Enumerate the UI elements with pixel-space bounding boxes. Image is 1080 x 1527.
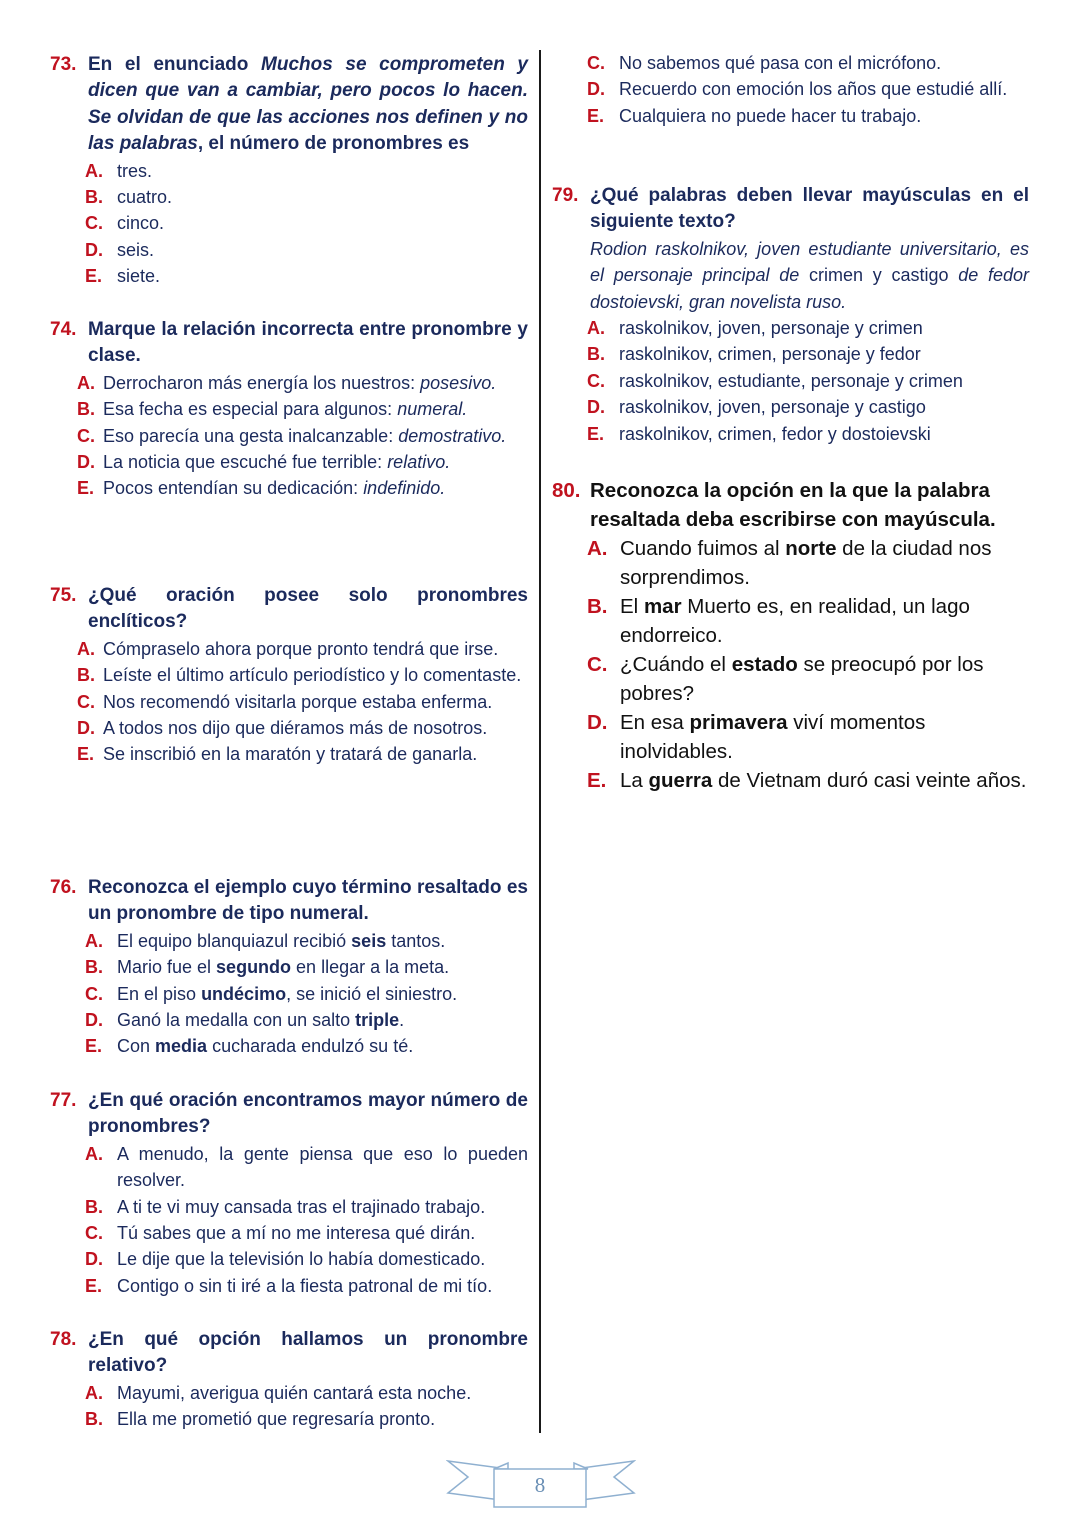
option-b[interactable]: B. Ella me prometió que regresaría pronto. <box>85 1409 436 1430</box>
question-78-continued <box>552 50 1029 129</box>
option-b[interactable]: B. raskolnikov, crimen, personaje y fedor <box>587 344 921 365</box>
question-78 <box>50 1327 528 1433</box>
question-number: 74. <box>50 319 77 340</box>
page-number: 8 <box>534 1473 546 1497</box>
question-text: ¿Qué oración posee solo pronombres enclíticos? <box>88 585 528 633</box>
question-number: 80. <box>552 479 581 502</box>
option-d[interactable]: D. Ganó la medalla con un salto triple. <box>85 1010 405 1031</box>
option-a[interactable]: A. El equipo blanquiazul recibió seis tantos. <box>85 930 446 951</box>
option-d[interactable]: D. raskolnikov, joven, personaje y castigo <box>587 397 926 418</box>
question-text: ¿En qué oración encontramos mayor número de pronombres? <box>88 1090 528 1138</box>
option-a[interactable]: A. Cómpraselo ahora porque pronto tendrá que irse. <box>77 638 499 659</box>
option-e[interactable]: E. Contigo o sin ti iré a la fiesta patronal de mi tío. <box>85 1275 493 1296</box>
question-74 <box>50 317 528 502</box>
option-d[interactable]: D. Recuerdo con emoción los años que estudié allí. <box>587 79 1008 100</box>
question-76 <box>50 875 528 1060</box>
option-e[interactable]: E. siete. <box>85 266 161 287</box>
column-divider <box>539 50 541 1433</box>
option-c[interactable]: C. cinco. <box>85 213 165 234</box>
question-number: 79. <box>552 185 579 206</box>
option-a[interactable]: A. Cuando fuimos al norte de la ciudad nos sorprendimos. <box>587 537 992 589</box>
option-c[interactable]: C. ¿Cuándo el estado se preocupó por los pobres? <box>587 653 984 705</box>
option-a[interactable]: A. A menudo, la gente piensa que eso lo pueden resolver. <box>85 1143 528 1191</box>
question-text: En el enunciado Muchos se comprometen y dicen que van a cambiar, pero pocos lo hacen. Se olvidan de que las acciones nos definen y no las palabras, el número de pronombres es <box>88 54 528 155</box>
highlighted-term: triple <box>355 1010 400 1031</box>
pronoun-class: indefinido. <box>363 478 446 499</box>
question-75 <box>50 583 528 768</box>
question-number: 73. <box>50 54 77 75</box>
option-a[interactable]: A. Derrocharon más energía los nuestros: posesivo. <box>77 372 497 393</box>
option-e[interactable]: E. Con media cucharada endulzó su té. <box>85 1036 414 1057</box>
option-c[interactable]: C. No sabemos qué pasa con el micrófono. <box>587 53 942 73</box>
question-number: 75. <box>50 585 77 606</box>
option-c[interactable]: C. En el piso undécimo, se inició el siniestro. <box>85 983 458 1004</box>
option-c[interactable]: C. raskolnikov, estudiante, personaje y crimen <box>587 370 963 391</box>
option-d[interactable]: D. A todos nos dijo que diéramos más de nosotros. <box>77 718 488 739</box>
options-list <box>552 50 1029 129</box>
question-73 <box>50 52 528 290</box>
option-b[interactable]: B. Leíste el último artículo periodístico y lo comentaste. <box>77 665 522 686</box>
option-a[interactable]: A. tres. <box>85 160 153 181</box>
question-number: 78. <box>50 1329 77 1350</box>
question-80 <box>552 476 1029 795</box>
highlighted-term: seis <box>351 930 387 951</box>
options-list <box>50 1141 528 1299</box>
option-d[interactable]: D. En esa primavera viví momentos inolvidables. <box>587 711 926 763</box>
option-a[interactable]: A. raskolnikov, joven, personaje y crimen <box>587 318 923 339</box>
option-e[interactable]: E. La guerra de Vietnam duró casi veinte años. <box>587 769 1027 792</box>
option-b[interactable]: B. A ti te vi muy cansada tras el trajinado trabajo. <box>85 1196 486 1217</box>
highlighted-term: undécimo <box>201 983 287 1004</box>
option-a[interactable]: A. Mayumi, averigua quién cantará esta noche. <box>85 1382 472 1403</box>
question-number: 77. <box>50 1090 77 1111</box>
question-77 <box>50 1088 528 1299</box>
question-number: 76. <box>50 877 77 898</box>
highlighted-word: estado <box>731 653 798 676</box>
option-d[interactable]: D. Le dije que la televisión lo había domesticado. <box>85 1249 486 1270</box>
option-e[interactable]: E. Cualquiera no puede hacer tu trabajo. <box>587 105 922 126</box>
option-c[interactable]: C. Tú sabes que a mí no me interesa qué dirán. <box>85 1223 476 1244</box>
highlighted-term: segundo <box>216 957 292 978</box>
option-d[interactable]: D. seis. <box>85 239 155 260</box>
pronoun-class: posesivo. <box>420 372 497 393</box>
option-d[interactable]: D. La noticia que escuché fue terrible: relativo. <box>77 452 451 473</box>
option-c[interactable]: C. Nos recomendó visitarla porque estaba enferma. <box>77 691 493 712</box>
question-text: Reconozca el ejemplo cuyo término resaltado es un pronombre de tipo numeral. <box>88 877 528 925</box>
option-b[interactable]: B. El mar Muerto es, en realidad, un lago endorreico. <box>587 595 970 647</box>
options-list <box>552 534 1029 795</box>
option-b[interactable]: B. cuatro. <box>85 187 173 208</box>
question-text: ¿En qué opción hallamos un pronombre relativo? <box>88 1329 528 1377</box>
option-e[interactable]: E. Se inscribió en la maratón y tratará de ganarla. <box>77 744 478 765</box>
question-stem: Rodion raskolnikov, joven estudiante universitario, es el personaje principal de crimen y castigo de fedor dostoievski, gran novelista ruso. <box>590 238 1029 312</box>
pronoun-class: relativo. <box>387 452 451 473</box>
question-79 <box>552 183 1029 447</box>
options-list <box>50 158 528 290</box>
highlighted-term: media <box>155 1036 208 1057</box>
highlighted-word: mar <box>643 595 682 618</box>
option-e[interactable]: E. Pocos entendían su dedicación: indefinido. <box>77 478 446 499</box>
quoted-statement: Muchos se comprometen y dicen que van a cambiar, pero pocos lo hacen. Se olvidan de que las acciones nos definen y no las palabras <box>88 54 528 155</box>
options-list <box>50 636 528 768</box>
option-b[interactable]: B. Mario fue el segundo en llegar a la meta. <box>85 957 450 978</box>
question-text: Marque la relación incorrecta entre pronombre y clase. <box>88 319 528 367</box>
option-c[interactable]: C. Eso parecía una gesta inalcanzable: demostrativo. <box>77 425 507 446</box>
highlighted-word: guerra <box>648 769 713 792</box>
option-b[interactable]: B. Esa fecha es especial para algunos: numeral. <box>77 399 468 420</box>
options-list <box>552 315 1029 447</box>
highlighted-word: primavera <box>689 711 788 734</box>
options-list <box>50 1380 528 1433</box>
highlighted-word: norte <box>785 537 837 560</box>
options-list <box>50 370 528 502</box>
option-e[interactable]: E. raskolnikov, crimen, fedor y dostoievski <box>587 423 931 444</box>
options-list <box>50 928 528 1060</box>
question-text: ¿Qué palabras deben llevar mayúsculas en el siguiente texto? <box>590 185 1029 233</box>
pronoun-class: demostrativo. <box>398 425 507 446</box>
question-text: Reconozca la opción en la que la palabra resaltada deba escribirse con mayúscula. <box>590 479 996 531</box>
pronoun-class: numeral. <box>397 399 468 420</box>
page-number-banner <box>446 1455 636 1511</box>
